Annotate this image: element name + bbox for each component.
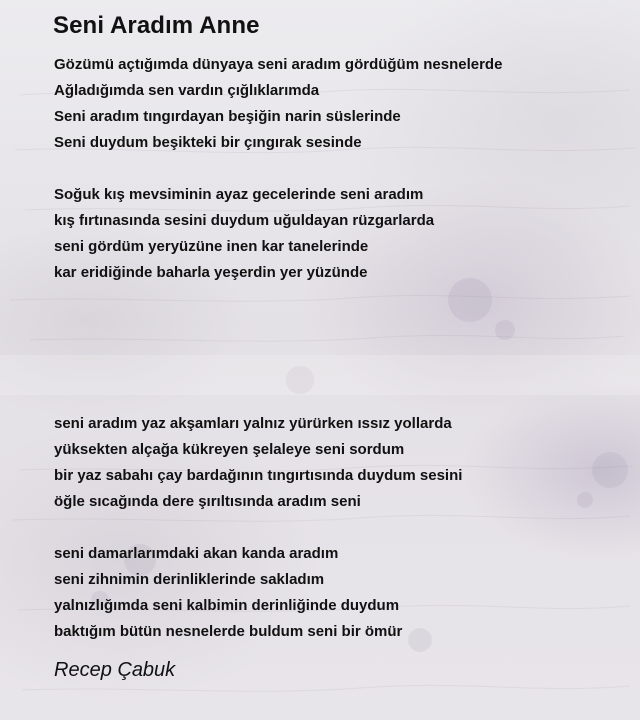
poem-line: seni gördüm yeryüzüne inen kar tanelerinde xyxy=(54,238,369,255)
poem-line: Ağladığımda sen vardın çığlıklarımda xyxy=(54,82,320,99)
poem-title: Seni Aradım Anne xyxy=(53,12,260,39)
poem-line: Soğuk kış mevsiminin ayaz gecelerinde seni aradım xyxy=(54,186,424,203)
poem-line: baktığım bütün nesnelerde buldum seni bir ömür xyxy=(54,623,403,640)
poem-line: kış fırtınasında sesini duydum uğuldayan rüzgarlarda xyxy=(54,212,435,229)
stanza-3 xyxy=(54,411,614,515)
poem-line: kar eridiğinde baharla yeşerdin yer yüzünde xyxy=(54,264,368,281)
poem-line: öğle sıcağında dere şırıltısında aradım seni xyxy=(54,493,361,510)
poem-line: Seni aradım tıngırdayan beşiğin narin süslerinde xyxy=(54,108,401,125)
poem-line: Gözümü açtığımda dünyaya seni aradım gördüğüm nesnelerde xyxy=(54,56,503,73)
poem-author: Recep Çabuk xyxy=(54,659,176,681)
poem-line: yalnızlığımda seni kalbimin derinliğinde duydum xyxy=(54,597,400,614)
poem-line: seni aradım yaz akşamları yalnız yürürken ıssız yollarda xyxy=(54,415,452,432)
poem-line: seni damarlarımdaki akan kanda aradım xyxy=(54,545,339,562)
poem-line: Seni duydum beşikteki bir çıngırak sesinde xyxy=(54,134,362,151)
poem-line: yüksekten alçağa kükreyen şelaleye seni sordum xyxy=(54,441,405,458)
stanza-2 xyxy=(54,182,614,286)
poem-line: bir yaz sabahı çay bardağının tıngırtısında duydum sesini xyxy=(54,467,463,484)
stanza-1 xyxy=(54,52,614,156)
stanza-4 xyxy=(54,541,614,645)
poem-line: seni zihnimin derinliklerinde sakladım xyxy=(54,571,325,588)
